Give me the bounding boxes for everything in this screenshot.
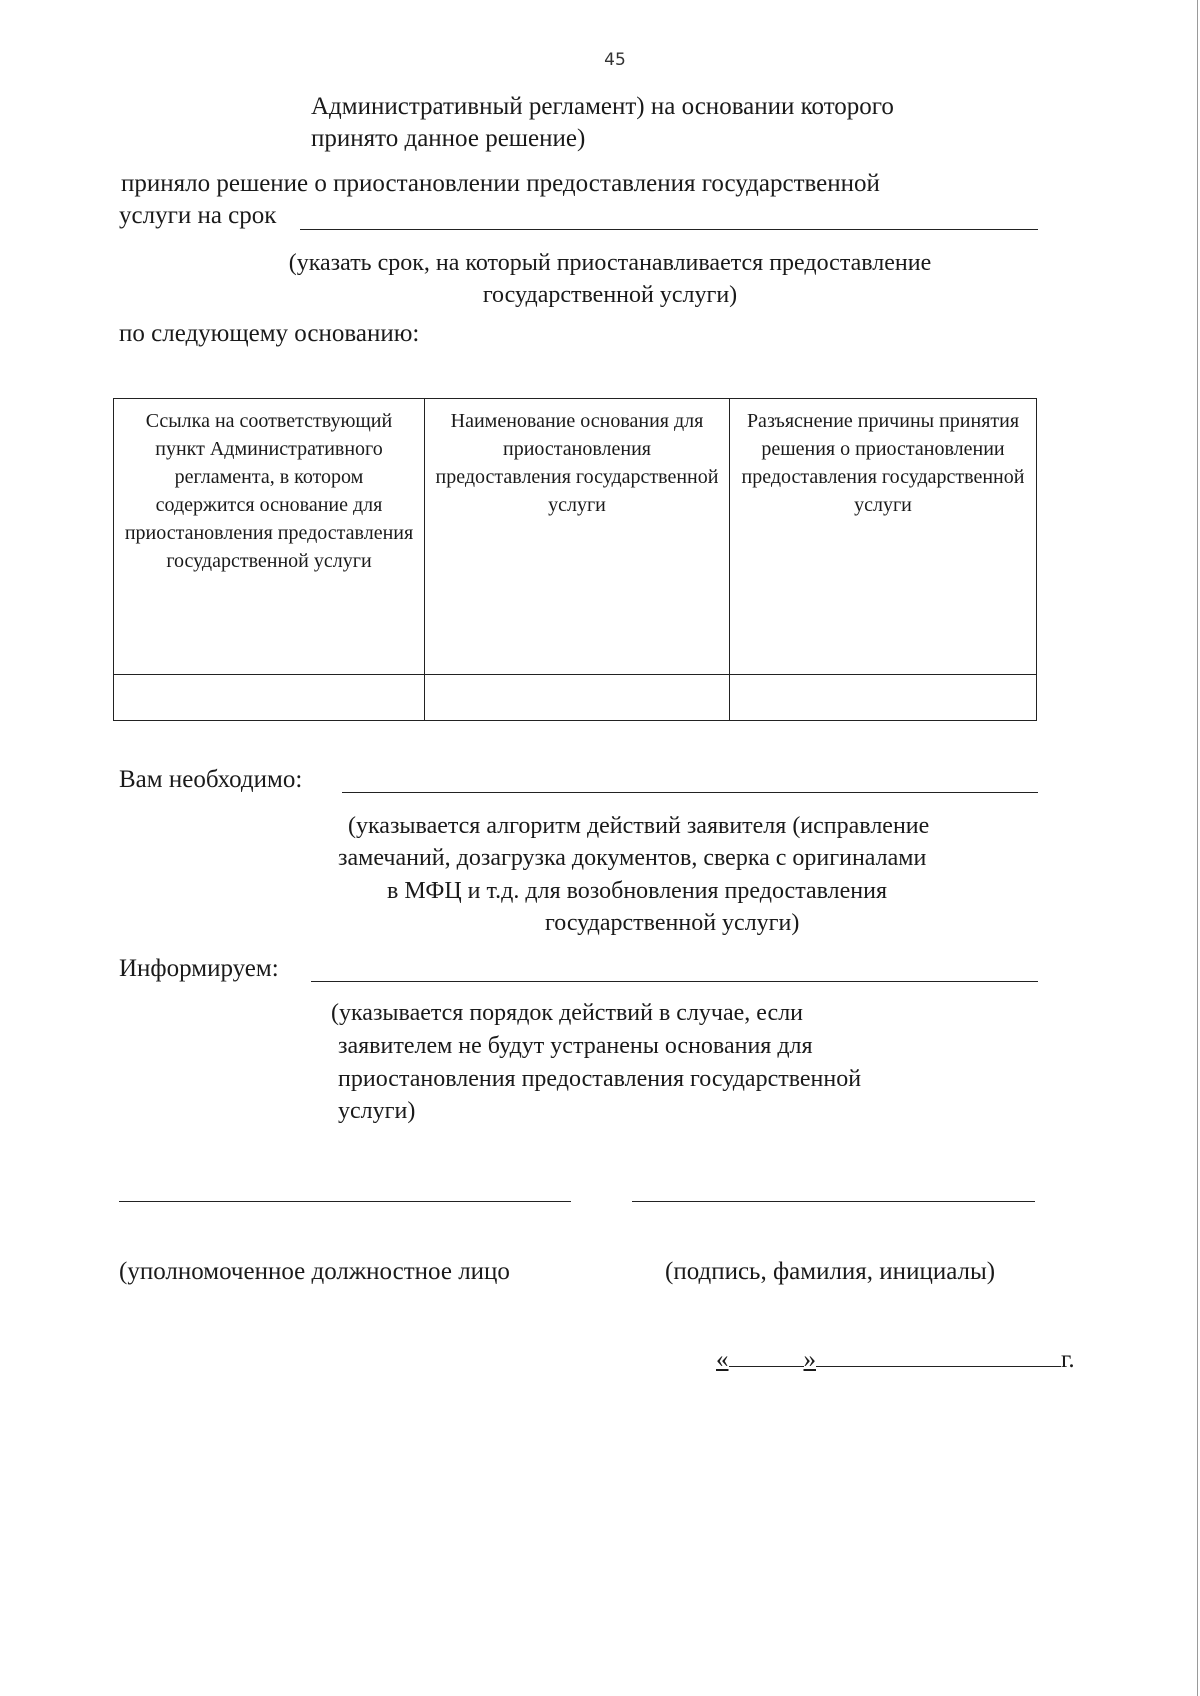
inform-hint-1: (указывается порядок действий в случае, если [331, 1000, 804, 1026]
day-blank[interactable] [729, 1344, 804, 1367]
page-edge [1197, 0, 1198, 1696]
header-cell-basis-name: Наименование основания для приостановления предоставления государственной услуги [425, 399, 730, 675]
close-quote: » [803, 1346, 816, 1373]
necessary-hint-2: замечаний, дозагрузка документов, сверка с оригиналами [338, 845, 927, 871]
basis-label: по следующему основанию: [119, 320, 420, 347]
intro-line-1: Административный регламент) на основании которого [311, 93, 894, 120]
basis-table [113, 398, 1037, 721]
term-label: услуги на срок [119, 202, 277, 229]
year-suffix: г. [1061, 1346, 1075, 1373]
signature-name-line[interactable] [632, 1201, 1035, 1202]
necessary-label: Вам необходимо: [119, 766, 303, 793]
official-label: (уполномоченное должностное лицо [119, 1258, 510, 1285]
necessary-hint-1: (указывается алгоритм действий заявителя (исправление [348, 813, 930, 839]
page-number: 45 [604, 50, 626, 70]
inform-hint-4: услуги) [338, 1098, 416, 1124]
decision-line-1: приняло решение о приостановлении предоставления государственной [121, 170, 880, 197]
table-row [114, 675, 1037, 721]
inform-hint-2: заявителем не будут устранены основания для [338, 1033, 813, 1059]
header-cell-explanation: Разъяснение причины принятия решения о приостановлении предоставления государственной услуги [730, 399, 1037, 675]
table-cell[interactable] [425, 675, 730, 721]
term-hint-1: (указать срок, на который приостанавливается предоставление [288, 250, 932, 276]
necessary-blank-line[interactable] [342, 792, 1038, 793]
date-field [716, 1344, 1075, 1375]
necessary-hint-4: государственной услуги) [545, 910, 800, 936]
signature-label: (подпись, фамилия, инициалы) [665, 1258, 996, 1285]
term-blank-line[interactable] [300, 229, 1038, 230]
table-header-row [114, 399, 1037, 675]
necessary-hint-3: в МФЦ и т.д. для возобновления предоставления [387, 878, 887, 904]
intro-line-2: принято данное решение) [311, 125, 586, 152]
open-quote: « [716, 1346, 729, 1373]
inform-blank-line[interactable] [311, 981, 1038, 982]
term-hint-2: государственной услуги) [482, 282, 738, 308]
table-cell[interactable] [114, 675, 425, 721]
inform-label: Информируем: [119, 955, 279, 982]
header-cell-reference: Ссылка на соответствующий пункт Административного регламента, в котором содержится основание для приостановления предоставления государственной услуги [114, 399, 425, 675]
official-signature-line[interactable] [119, 1201, 571, 1202]
inform-hint-3: приостановления предоставления государственной [338, 1066, 862, 1092]
month-year-blank[interactable] [816, 1344, 1061, 1367]
table-cell[interactable] [730, 675, 1037, 721]
